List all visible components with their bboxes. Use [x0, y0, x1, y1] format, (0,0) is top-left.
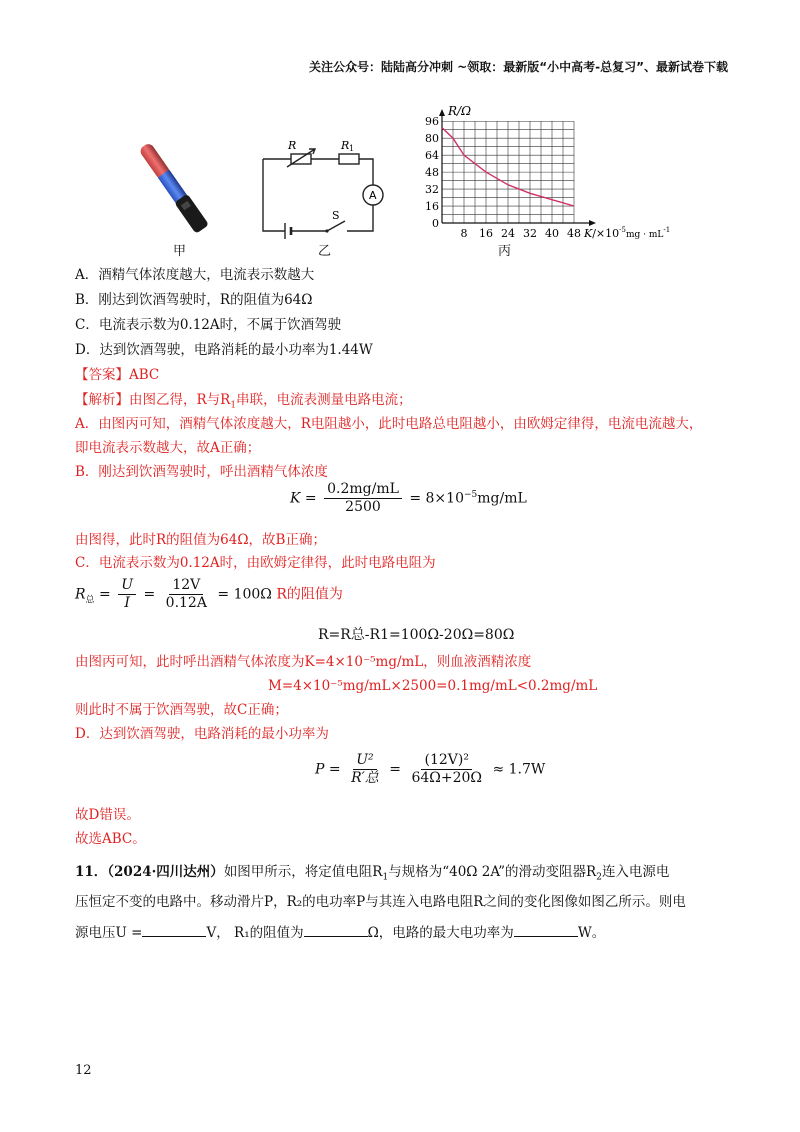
figure-caption-jia: 甲 — [173, 244, 187, 259]
option-a: A．酒精气体浓度越大，电流表示数越大 — [75, 267, 315, 283]
analysis-d3: 故选ABC。 — [75, 831, 146, 847]
equation-k: K = $\frac{0.2mg/mL}{2500}$ = $8\times 10^{-5}mg/mL$ — [290, 481, 527, 515]
option-b: B．刚达到饮酒驾驶时，R的阻值为64Ω — [75, 292, 313, 308]
label-r1-sub: 1 — [349, 144, 355, 153]
y-axis-label: R/Ω — [448, 104, 472, 118]
y-tick-label: 48 — [425, 166, 439, 180]
x-axis-label: $K/\times 10^{-5}_{mg \cdot mL}^{-1}$ — [584, 226, 671, 240]
figure-caption-bing: 丙 — [498, 244, 512, 259]
blank-voltage[interactable] — [142, 924, 206, 937]
y-tick-label: 32 — [425, 183, 439, 197]
figure-caption-yi: 乙 — [318, 244, 332, 259]
q11-line3: 源电压U = V， R₁的阻值为 Ω，电路的最大电功率为 W。 — [75, 925, 606, 941]
q11-line2: 压恒定不变的电路中。移动滑片P，R₂的电功率P与其连入电路电阻R之间的变化图像如图乙所示。则电 — [75, 894, 686, 910]
x-tick-label: 40 — [545, 227, 559, 240]
equation-m: M=4×10⁻⁵mg/mL×2500=0.1mg/mL<0.2mg/mL — [268, 678, 598, 694]
x-tick-label: 8 — [460, 227, 468, 240]
analysis-a2: 即电流表示数越大，故A正确； — [75, 440, 261, 456]
analysis-d1: D．达到饮酒驾驶，电路消耗的最小功率为 — [75, 726, 329, 742]
analysis-c2: 由图丙可知，此时呼出酒精气体浓度为K=4×10⁻⁵mg/mL，则血液酒精浓度 — [75, 654, 532, 670]
resistance-concentration-chart — [418, 90, 680, 252]
analysis-c3: 则此时不属于饮酒驾驶，故C正确； — [75, 702, 288, 718]
label-r: R — [288, 139, 297, 152]
ammeter-label: A — [369, 189, 377, 202]
analysis-a1: A．由图丙可知，酒精气体浓度越大，R电阻越小，此时电路总电阻越小，由欧姆定律得，电流电流越大， — [75, 416, 703, 432]
answer: 【答案】ABC — [75, 367, 160, 383]
y-tick-label: 0 — [432, 217, 439, 230]
analysis-head: 【解析】由图乙得，R与$R_1$串联，电流表测量电路电流； — [75, 392, 412, 411]
circuit-diagram — [255, 135, 395, 245]
analysis-b1: B．刚达到饮酒驾驶时，呼出酒精气体浓度 — [75, 464, 328, 480]
q11-line1: 11．（2024·四川达州）如图甲所示，将定值电阻$R_1$与规格为“40Ω 2A”的滑动变阻器$R_2$连入电源电 — [75, 864, 670, 883]
x-tick-label: 24 — [501, 227, 515, 240]
x-tick-label: 32 — [523, 227, 537, 240]
y-tick-label: 80 — [425, 132, 439, 146]
analysis-b2: 由图得，此时R的阻值为64Ω，故B正确； — [75, 532, 326, 548]
page-header: 关注公众号：陆陆高分冲刺 ~领取：最新版“小中高考-总复习”、最新试卷下载 — [309, 60, 728, 74]
equation-r: R=R总-R1=100Ω-20Ω=80Ω — [318, 627, 515, 643]
y-tick-label: 64 — [425, 149, 439, 163]
option-c: C．电流表示数为0.12A时，不属于饮酒驾驶 — [75, 317, 342, 333]
y-axis-arrow — [439, 109, 445, 116]
page-number: 12 — [75, 1063, 92, 1078]
x-axis-arrow — [589, 220, 596, 226]
equation-p: P = $\frac{\text{U²}}{\text{R′总}}$ = $\frac{\text{(12V)²}}{64\Omega+20\Omega}$ ≈ 1.7W — [315, 752, 546, 786]
analysis-d2: 故D错误。 — [75, 807, 140, 823]
blank-power[interactable] — [514, 924, 578, 937]
y-tick-label: 96 — [425, 115, 439, 129]
y-tick-label: 16 — [425, 200, 439, 214]
label-r1: R — [341, 139, 350, 152]
switch-label: S — [332, 209, 340, 222]
blank-r1[interactable] — [304, 924, 368, 937]
x-tick-label: 16 — [479, 227, 493, 240]
equation-r-total: $R_总$ = $\frac{U}{I}$ = $\frac{12V}{0.12A}$ = 100Ω R的阻值为 — [75, 577, 343, 611]
option-d: D．达到饮酒驾驶，电路消耗的最小功率为1.44W — [75, 342, 373, 358]
breathalyzer-image — [128, 140, 223, 240]
analysis-c1: C．电流表示数为0.12A时，由欧姆定律得，此时电路电阻为 — [75, 555, 436, 571]
x-tick-label: 48 — [567, 227, 581, 240]
